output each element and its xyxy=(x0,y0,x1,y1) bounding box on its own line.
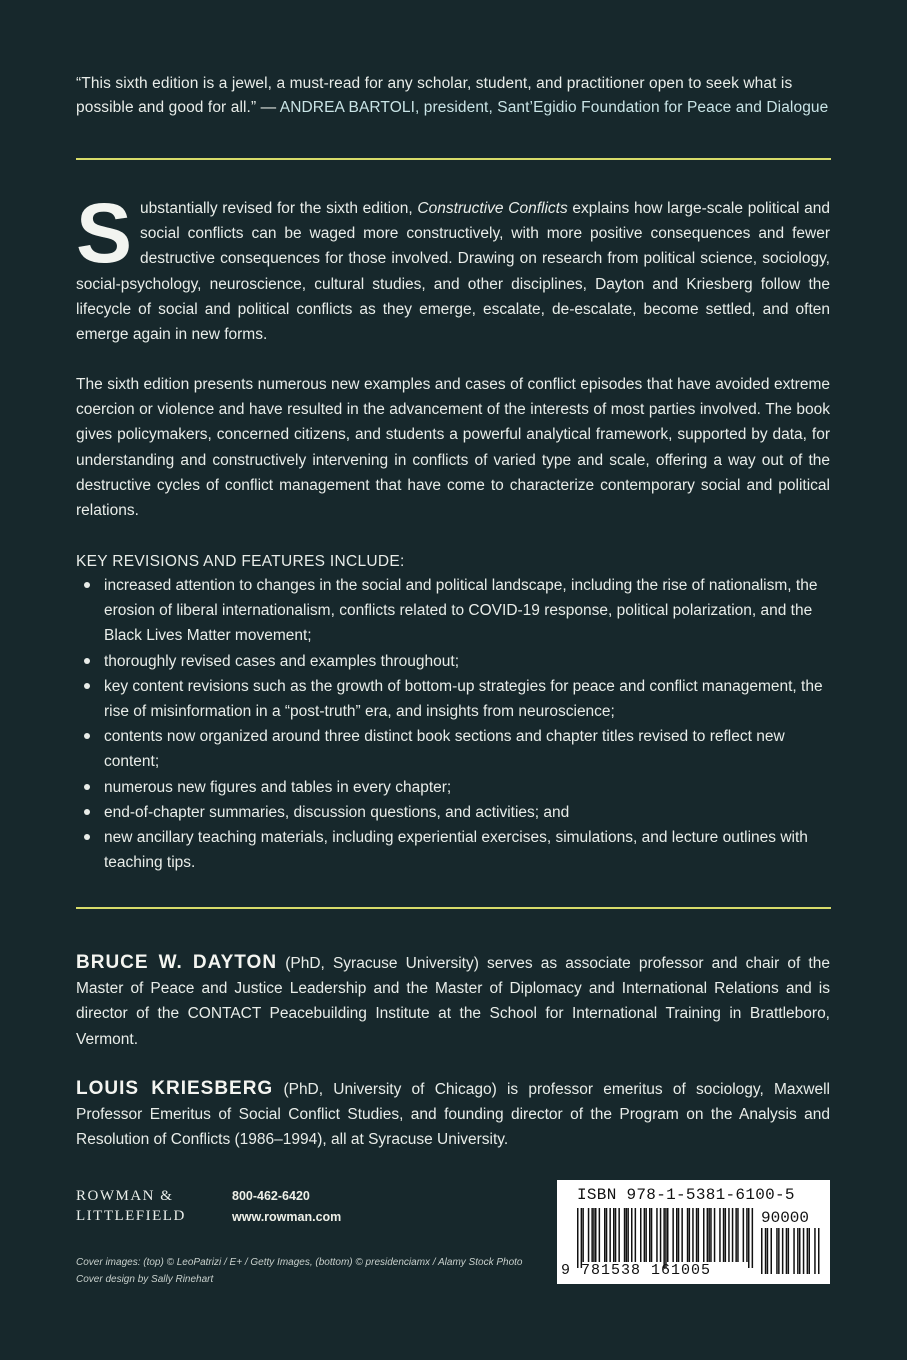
image-credits: Cover images: (top) © LeoPatrizi / E+ / Getty Images, (bottom) © presidenciamx / Alamy Stock Photo xyxy=(76,1257,523,1268)
price-code: 90000 xyxy=(761,1209,810,1227)
list-item: new ancillary teaching materials, including experiential exercises, simulations, and lecture outlines with teaching tips. xyxy=(76,825,836,875)
author-bio-kriesberg xyxy=(76,1076,830,1153)
divider-top xyxy=(76,158,831,160)
design-credit: Cover design by Sally Rinehart xyxy=(76,1274,214,1285)
list-item: numerous new figures and tables in every chapter; xyxy=(76,775,836,800)
publisher-line1: ROWMAN & xyxy=(76,1188,174,1204)
author-name: LOUIS KRIESBERG xyxy=(76,1078,274,1099)
bullet-icon xyxy=(84,784,90,790)
cover-credits xyxy=(76,1254,522,1288)
list-item: end-of-chapter summaries, discussion questions, and activities; and xyxy=(76,800,836,825)
intro-rest: explains how large-scale political and social conflicts can be waged more constructively, with more positive consequences and fewer destructive consequences for those involved. Drawing on research from political science, sociology, social-psychology, neuroscience, cultural studies, and other disciplines, Dayton and Kriesberg follow the lifecycle of social and political conflicts as they emerge, escalate, de-escalate, become settled, and often emerge again in new forms. xyxy=(76,200,830,344)
author-bio-text: (PhD, Syracuse University) serves as associate professor and chair of the Master of Peace and Justice Leadership and the Master of Diplomacy and International Relations and is director of the CONTACT Peacebuilding Institute at the School for International Training in Brattleboro, Vermont. xyxy=(76,955,830,1048)
list-item: increased attention to changes in the social and political landscape, including the rise of nationalism, the erosion of liberal internationalism, conflicts related to COVID-19 response, political polarization, and the Black Lives Matter movement; xyxy=(76,573,836,649)
isbn-label: ISBN 978-1-5381-6100-5 xyxy=(577,1186,795,1204)
key-revisions-heading: KEY REVISIONS AND FEATURES INCLUDE: xyxy=(76,553,405,570)
second-paragraph: The sixth edition presents numerous new examples and cases of conflict episodes that have avoided extreme coercion or violence and have resulted in the advancement of the interests of most parties involved. The book gives policymakers, concerned citizens, and students a powerful analytical framework, supported by data, for understanding and constructively intervening in conflicts of varied type and scale, offering a way out of the destructive cycles of conflict management that have come to characterize contemporary social and political relations. xyxy=(76,376,830,520)
publisher-line2: LITTLEFIELD xyxy=(76,1208,186,1224)
publisher-contact xyxy=(232,1186,341,1228)
bullet-icon xyxy=(84,809,90,815)
publisher-website: www.rowman.com xyxy=(232,1210,342,1224)
quote-text: “This sixth edition is a jewel, a must-read for any scholar, student, and practitioner open to seek what is possible and good for all.” — xyxy=(76,75,793,116)
bullet-icon xyxy=(84,733,90,739)
intro-paragraph xyxy=(76,186,830,347)
list-item: key content revisions such as the growth of bottom-up strategies for peace and conflict management, the rise of misinformation in a “post-truth” era, and insights from neuroscience; xyxy=(76,674,836,724)
list-item: contents now organized around three distinct book sections and chapter titles revised to reflect new content; xyxy=(76,724,836,774)
publisher-phone: 800-462-6420 xyxy=(232,1189,310,1203)
divider-bottom xyxy=(76,907,831,909)
author-bio-dayton xyxy=(76,950,830,1052)
isbn-barcode xyxy=(557,1180,830,1284)
book-title: Constructive Conflicts xyxy=(417,200,568,217)
endorsement-quote xyxy=(76,72,836,120)
barcode-digits: 9 781538 161005 xyxy=(561,1262,712,1279)
bullet-icon xyxy=(84,582,90,588)
author-bio-text: (PhD, University of Chicago) is professor emeritus of sociology, Maxwell Professor Emeritus of Social Conflict Studies, and founding director of the Program on the Analysis and Resolution of Conflicts (1986–1994), all at Syracuse University. xyxy=(76,1081,830,1149)
bullet-icon xyxy=(84,834,90,840)
author-name: BRUCE W. DAYTON xyxy=(76,952,278,973)
quote-attribution: ANDREA BARTOLI, president, Sant’Egidio Foundation for Peace and Dialogue xyxy=(279,99,829,116)
bullet-icon xyxy=(84,658,90,664)
publisher-logo xyxy=(76,1186,186,1226)
bullet-icon xyxy=(84,683,90,689)
list-item: thoroughly revised cases and examples throughout; xyxy=(76,649,836,674)
drop-cap: S xyxy=(76,186,133,280)
intro-lead: ubstantially revised for the sixth edition, xyxy=(140,200,418,217)
key-revisions-list xyxy=(76,573,836,875)
